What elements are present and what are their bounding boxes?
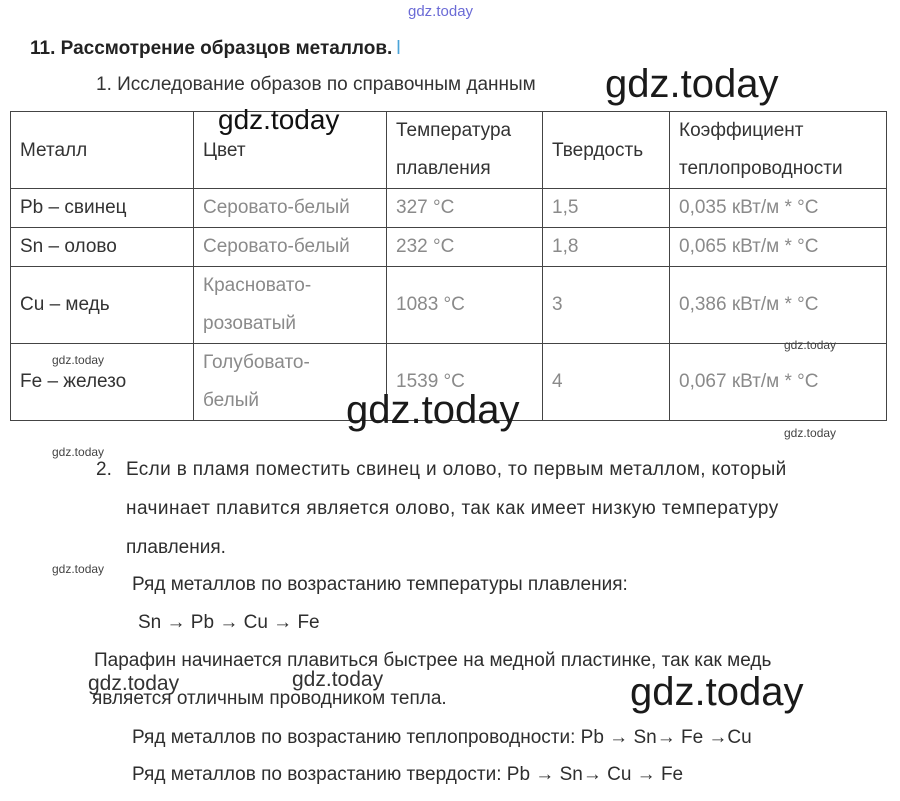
title-text: 11. Рассмотрение образцов металлов.	[30, 38, 393, 59]
watermark: gdz.today	[630, 670, 804, 714]
watermark: gdz.today	[88, 672, 180, 695]
hardness-row: Ряд металлов по возрастанию твердости: Pb → Sn→ Cu → Fe	[132, 764, 684, 785]
answer-line: Если в пламя поместить свинец и олово, то первым металлом, который	[126, 459, 787, 480]
paraffin-line: Парафин начинается плавиться быстрее на медной пластинке, так как медь	[94, 650, 772, 671]
cell-coef: 0,067 кВт/м * °C	[670, 344, 887, 421]
watermark: gdz.today	[218, 104, 340, 135]
cell-metal: Fe – железо	[11, 344, 194, 421]
conductivity-row: Ряд металлов по возрастанию теплопроводности: Pb → Sn→ Fe →Cu	[132, 727, 752, 748]
answer-line: плавления.	[126, 537, 226, 558]
cell-hardness: 4	[543, 344, 670, 421]
watermark: gdz.today	[346, 388, 520, 432]
table-row	[11, 267, 887, 344]
cell-color: Серовато-белый	[194, 189, 387, 228]
watermark: gdz.today	[292, 668, 384, 691]
cell-temp: 1083 °C	[387, 267, 543, 344]
watermark: gdz.today	[605, 62, 779, 106]
cell-metal: Pb – свинец	[11, 189, 194, 228]
header-color: Цвет	[194, 112, 387, 189]
cell-coef: 0,035 кВт/м * °C	[670, 189, 887, 228]
table-header-row	[11, 112, 887, 189]
cell-temp: 327 °C	[387, 189, 543, 228]
cell-coef: 0,386 кВт/м * °C	[670, 267, 887, 344]
cell-metal: Sn – олово	[11, 228, 194, 267]
cell-color: Красновато- розоватый	[194, 267, 387, 344]
cell-temp: 1539 °C	[387, 344, 543, 421]
cell-color: Серовато-белый	[194, 228, 387, 267]
watermark: gdz.today	[52, 445, 105, 459]
cell-metal: Cu – медь	[11, 267, 194, 344]
cell-hardness: 1,8	[543, 228, 670, 267]
cell-coef: 0,065 кВт/м * °C	[670, 228, 887, 267]
watermark: gdz.today	[784, 338, 837, 352]
melting-row-label: Ряд металлов по возрастанию температуры плавления:	[132, 574, 628, 595]
cell-hardness: 3	[543, 267, 670, 344]
table-row	[11, 228, 887, 267]
page-title	[30, 38, 401, 60]
cell-hardness: 1,5	[543, 189, 670, 228]
section-number: 2.	[96, 459, 112, 480]
paraffin-line: является отличным проводником тепла.	[92, 688, 447, 709]
header-temp: Температура плавления	[387, 112, 543, 189]
subtitle: 1. Исследование образов по справочным данным	[96, 74, 536, 95]
answer-line: начинает плавится является олово, так как имеет низкую температуру	[126, 498, 779, 519]
watermark: gdz.today	[784, 426, 837, 440]
cell-color: Голубовато- белый	[194, 344, 387, 421]
cell-temp: 232 °C	[387, 228, 543, 267]
melting-sequence: Sn → Pb → Cu → Fe	[138, 612, 320, 633]
watermark: gdz.today	[408, 3, 474, 20]
header-coef: Коэффициент теплопроводности	[670, 112, 887, 189]
table-row	[11, 189, 887, 228]
metals-table	[10, 111, 887, 421]
title-mark: l	[396, 38, 401, 59]
watermark: gdz.today	[52, 562, 105, 576]
header-metal: Металл	[11, 112, 194, 189]
watermark: gdz.today	[52, 353, 105, 367]
header-hardness: Твердость	[543, 112, 670, 189]
